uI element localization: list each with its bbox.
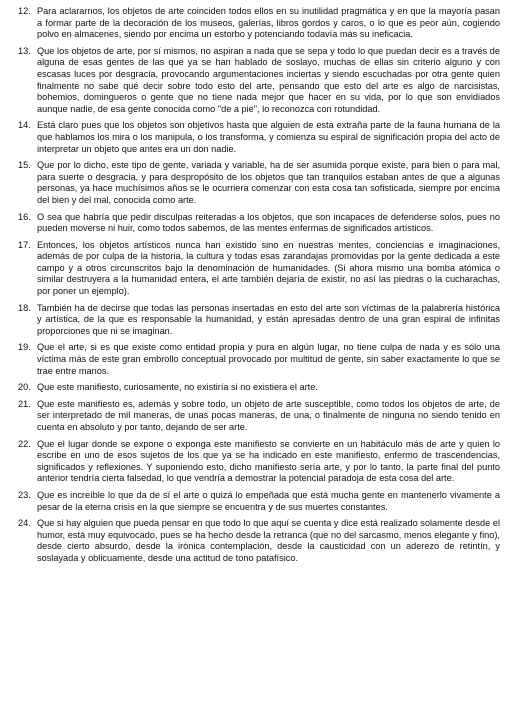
item-text: Que por lo dicho, este tipo de gente, variada y variable, ha de ser asumida porque existe, para bien o para mal, para suerte o desgracia, y para despropósito de los objetos que tan tranquilos estaban antes de que a algunas personas, ya hace muchísimos años se le ocurriera comenzar con esta cosa tan sofisticada, siempre por encima del bien y del mal, conocida como arte. [37,160,500,205]
item-number: 23. [18,489,31,500]
item-text: Que este manifiesto, curiosamente, no existiría si no existiera el arte. [37,382,318,393]
item-text: Entonces, los objetos artísticos nunca han existido sino en nuestras mentes, conciencias e imaginaciones, además de por culpa de la historia, la cultura y todas esas zarandajas promovidas por la gente dedicada a este campo y a otros circunscritos bajo la denominación de humanidades. (Si ahora mismo una bomba atómica o similar destruyera a la humanidad entera, el arte también dejaría de existir, no así las piedras o la cucharachas, por poner un ejemplo). [37,239,500,297]
item-text: Que es increíble lo que da de sí el arte o quizá lo empeñada que está mucha gente en mantenerlo vivamente a pesar de la eterna crisis en la que siempre se encuentra y de sus muertes constantes. [37,489,500,512]
item-number: 13. [18,45,31,56]
item-number: 12. [18,6,31,16]
manifesto-list [18,6,500,570]
list-item [18,342,500,377]
item-number: 16. [18,211,31,222]
list-item [18,212,500,235]
item-number: 14. [18,120,31,131]
list-item [18,399,500,434]
list-item [18,120,500,155]
list-item [18,490,500,513]
item-text: También ha de decirse que todas las personas insertadas en esto del arte son víctimas de la palabrería histórica y artística, de la que es responsable la humanidad, y están apresadas dentro de una gran espiral de infinitas proporciones que ni se imaginan. [37,302,500,336]
item-text: Que los objetos de arte, por sí mismos, no aspiran a nada que se sepa y todo lo que puedan decir es a través de alguna de esas gentes de las que ya se han hablado de soslayo, muchas de ellas sin criterio alguno y con escasas luces por desgracia, provocando argumentaciones inciertas y siendo escuchadas por otra gente quien finalmente no sabe qué decir sobre todo esto del arte, pensando que esto del arte es algo de narcisistas, bohemios, domingueros o gente que no tiene nada mejor que hacer en su vida, por lo que son envidiados aunque nadie, de esa gente conocida como "de a pie", lo reconozca con rotundidad. [37,45,500,114]
list-item [18,240,500,298]
item-number: 22. [18,438,31,449]
list-item [18,6,500,41]
item-text: Para aclararnos, los objetos de arte coinciden todos ellos en su inutilidad pragmática y en que la mayoría pasan a formar parte de la decoración de los museos, galerías, libros gordos y caros, o lo que es peor aún, cogiendo polvo en almacenes, siendo por encima un estorbo y potenciando todavía más su ineficacia. [37,6,500,40]
item-number: 18. [18,302,31,313]
list-item [18,46,500,116]
list-item [18,382,500,394]
list-item [18,160,500,206]
item-number: 19. [18,342,31,353]
item-number: 17. [18,239,31,250]
list-item [18,303,500,338]
item-text: Que el arte, si es que existe como entidad propia y pura en algún lugar, no tiene culpa de nada y es sólo una víctima más de este gran embrollo conceptual provocado por multitud de gente, sin saber exactamente lo que se trae entre manos. [37,342,500,376]
item-text: Que el lugar donde se expone o exponga este manifiesto se convierte en un habitáculo más de arte y quien lo escribe en uno de esos sujetos de los que ya se ha indicado en este manifiesto, enfermo de trascendencias, significados y reflexiones. Y suponiendo esto, dicho manifiesto sería arte, y por lo tanto, la parte final del punto anterior tendría cierta falsedad, lo que vendría a demostrar la potencial paradoja de esta cosa del arte. [37,438,500,484]
item-text: Que este manifiesto es, además y sobre todo, un objeto de arte susceptible, como todos los objetos de arte, de ser interpretado de mil maneras, de unas pocas maneras, de una, o finalmente de ninguna no siendo tenido en cuenta en absoluto y por tanto, dejando de ser arte. [37,398,500,432]
item-text: Está claro pues que los objetos son objetivos hasta que alguien de esta extraña parte de la fauna humana de la que hablamos los mira o los manipula, o los transforma, y comienza su espiral de significación propia del acto de interpretar un objeto que antes era un don nadie. [37,120,500,154]
list-item [18,439,500,485]
list-item [18,518,500,564]
item-number: 15. [18,160,31,171]
item-number: 21. [18,398,31,409]
item-text: O sea que habría que pedir disculpas reiteradas a los objetos, que son incapaces de defenderse solos, pues no pueden moverse ni huir, como todos sabemos, de las mentes enfermas de significados artísticos. [37,211,500,234]
item-number: 24. [18,518,31,529]
item-number: 20. [18,382,31,393]
item-text: Que si hay alguien que pueda pensar en que todo lo que aquí se cuenta y dice está realizado solamente desde el humor, está muy equivocado, pues se ha hecho desde la retranca (que no del sarcasmo, menos elegante y fino), desde cierto absurdo, desde la irónica contemplación, desde la causticidad con un aderezo de retintín, y soslayada y oblicuamente, desde una actitud de tono patafísico. [37,518,500,563]
